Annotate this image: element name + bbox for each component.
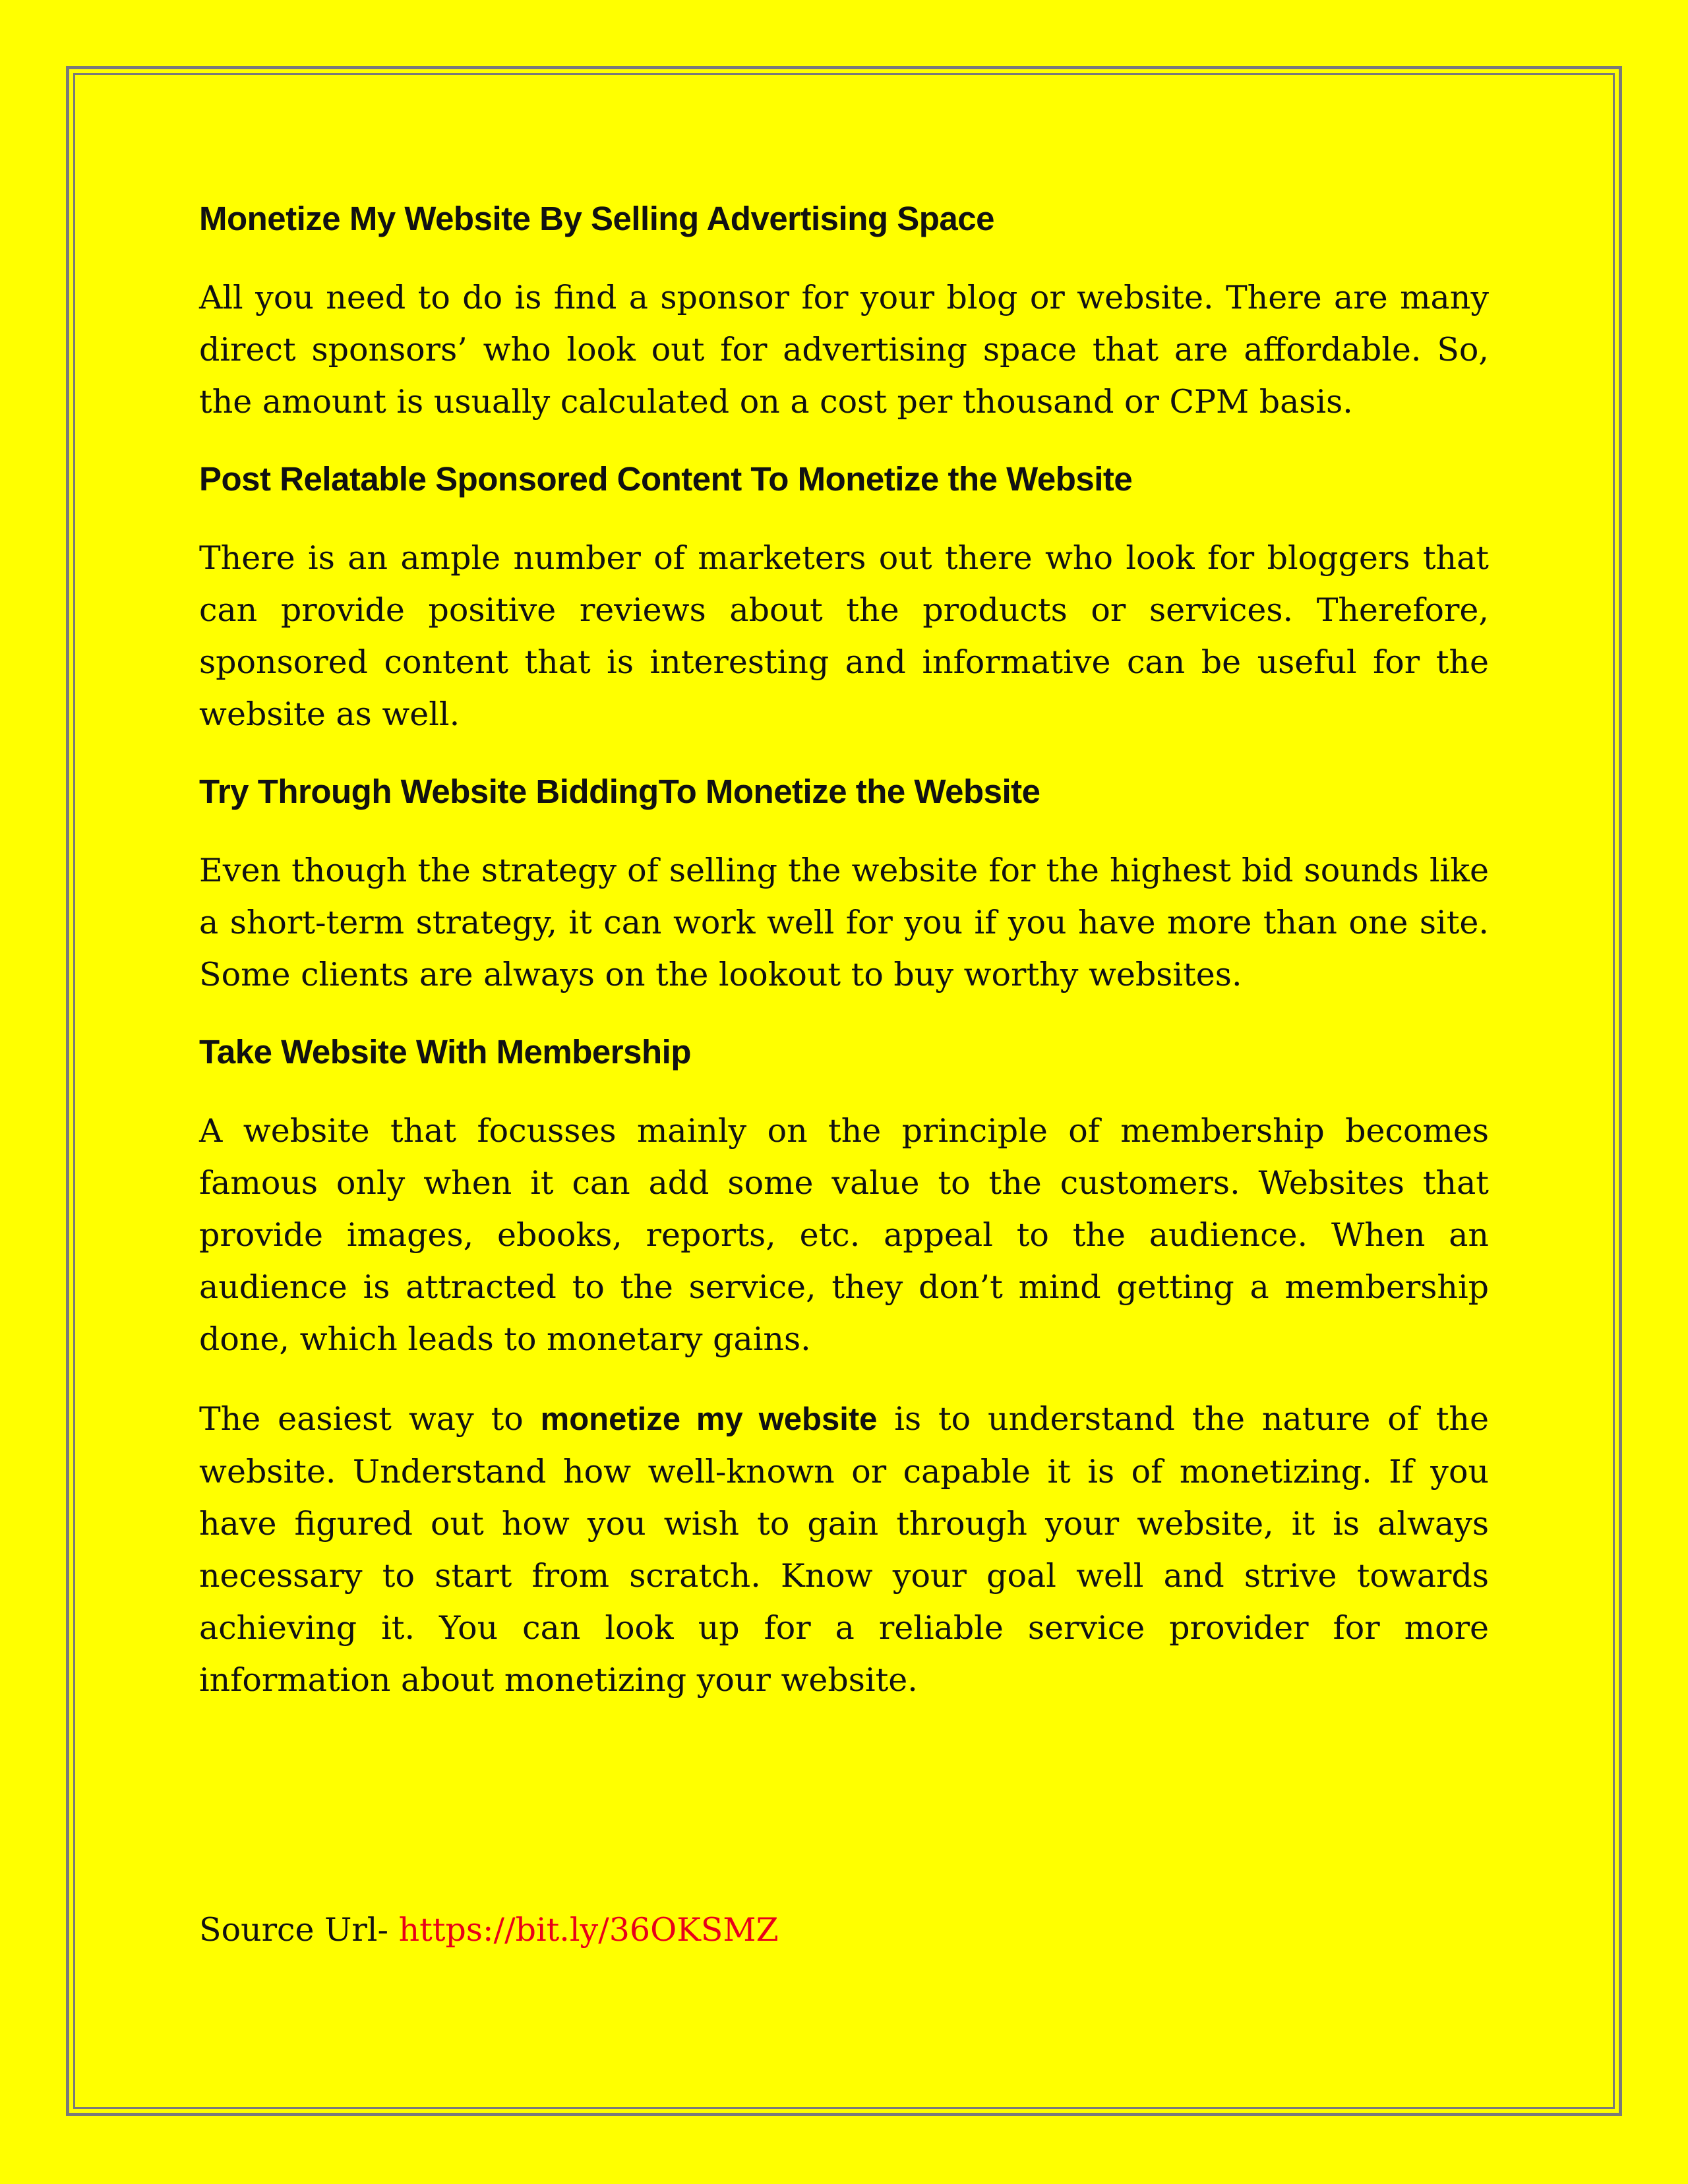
section-heading-bidding: Try Through Website BiddingTo Monetize the Website — [199, 773, 1040, 810]
section-body-advertising: All you need to do is find a sponsor for your blog or website. There are many direct sponsors’ who look out for advertising space that are affordable. So, the amount is usually calculated on a cost per thousand or CPM basis. — [199, 279, 1489, 421]
section-heading-advertising: Monetize My Website By Selling Advertising Space — [199, 200, 994, 237]
source-url-link[interactable]: https://bit.ly/36OKSMZ — [398, 1911, 779, 1949]
closing-text-after: is to understand the nature of the website. Understand how well-known or capable it is of monetizing. If you have figured out how you wish to gain through your website, it is always necessary to start from scratch. Know your goal well and strive towards achieving it. You can look up for a reliable service provider for more information about monetizing your website. — [199, 1400, 1489, 1699]
source-label: Source Url- — [199, 1911, 399, 1949]
monetize-my-website-link[interactable]: monetize my website — [540, 1402, 878, 1437]
section-body-sponsored-content: There is an ample number of marketers out there who look for bloggers that can provide positive reviews about the products or services. Therefore, sponsored content that is interesting and informative can be useful for the website as well. — [199, 539, 1489, 733]
section-heading-membership: Take Website With Membership — [199, 1033, 691, 1071]
section-body-membership: A website that focusses mainly on the principle of membership becomes famous only when it can add some value to the customers. Websites that provide images, ebooks, reports, etc. appeal to the audience. When an audience is attracted to the service, they don’t mind getting a membership done, which leads to monetary gains. — [199, 1112, 1489, 1358]
document-body — [199, 195, 1489, 1734]
closing-paragraph — [199, 1393, 1489, 1706]
section-body-bidding: Even though the strategy of selling the website for the highest bid sounds like a short-term strategy, it can work well for you if you have more than one site. Some clients are always on the lookout to buy worthy websites. — [199, 852, 1489, 993]
closing-text-before: The easiest way to — [199, 1400, 541, 1438]
source-line — [199, 1904, 779, 1956]
section-heading-sponsored-content: Post Relatable Sponsored Content To Monetize the Website — [199, 460, 1133, 498]
